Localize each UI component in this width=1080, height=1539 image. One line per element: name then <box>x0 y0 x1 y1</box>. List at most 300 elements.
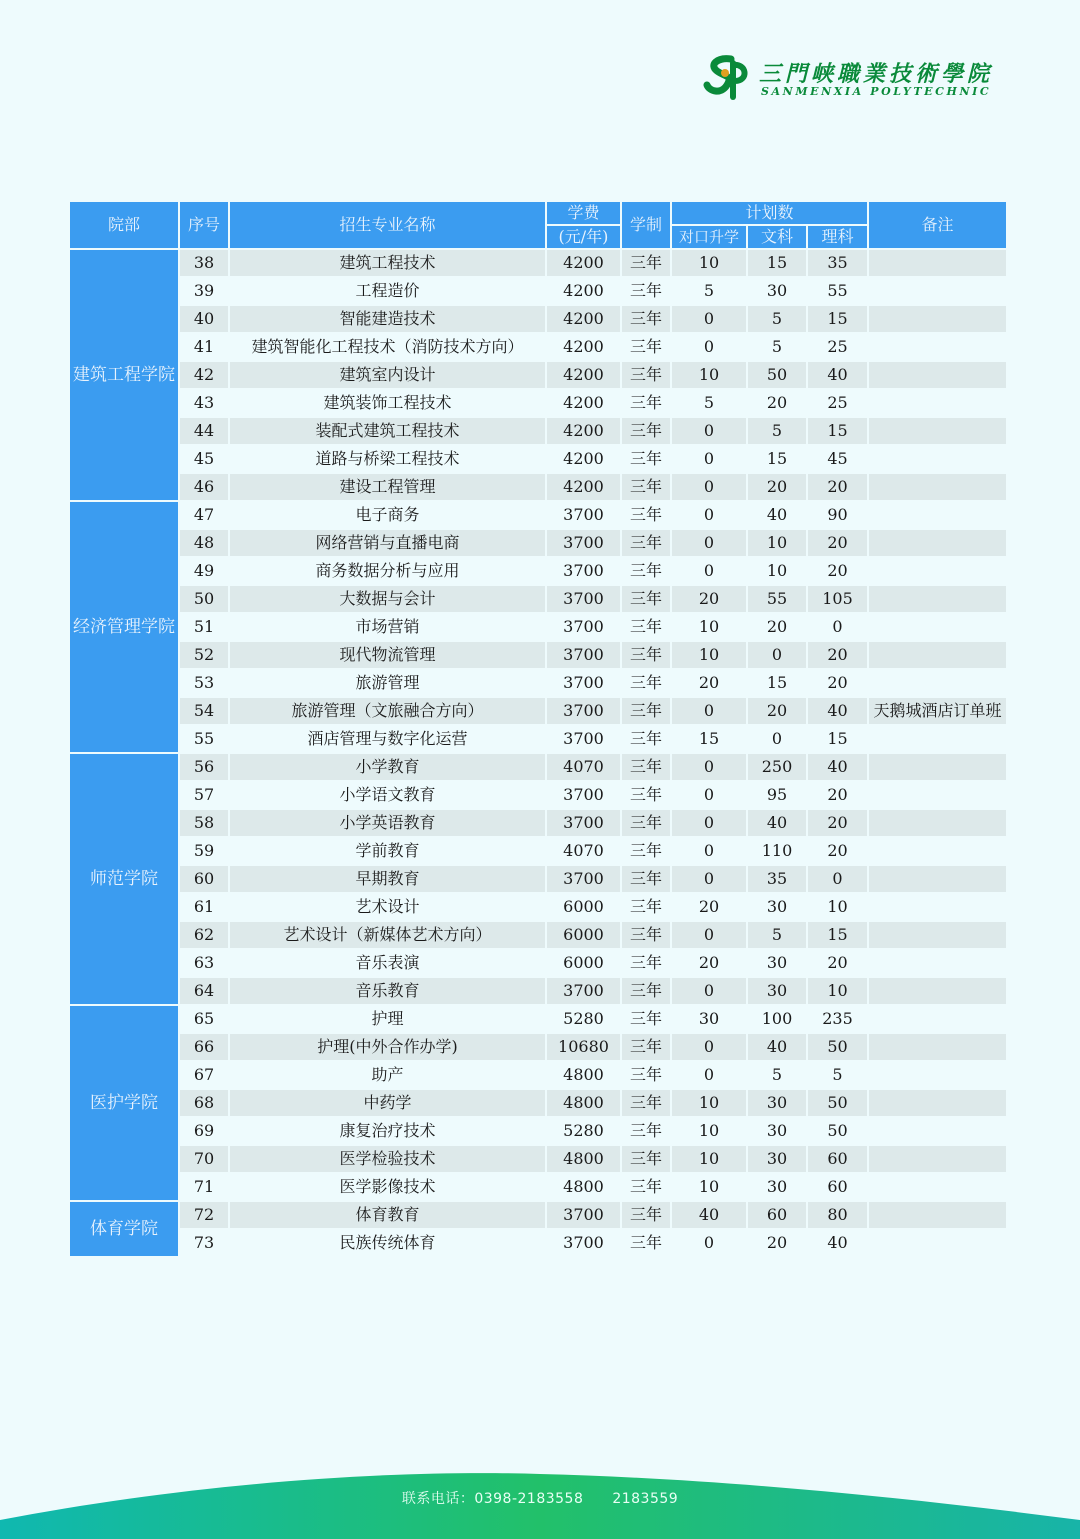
remarks-cell <box>868 249 1007 277</box>
duration-cell: 三年 <box>621 1145 671 1173</box>
table-row <box>69 277 1007 305</box>
plan-arts-cell: 10 <box>747 557 807 585</box>
plan-vocational-cell: 30 <box>671 1005 747 1033</box>
remarks-cell <box>868 1117 1007 1145</box>
header-serial: 序号 <box>179 201 229 249</box>
serial-cell: 48 <box>179 529 229 557</box>
major-cell: 建设工程管理 <box>229 473 546 501</box>
plan-arts-cell: 30 <box>747 1145 807 1173</box>
plan-vocational-cell: 0 <box>671 557 747 585</box>
tuition-cell: 4200 <box>546 389 621 417</box>
department-cell: 师范学院 <box>69 753 179 1005</box>
plan-arts-cell: 250 <box>747 753 807 781</box>
duration-cell: 三年 <box>621 641 671 669</box>
table-row <box>69 641 1007 669</box>
serial-cell: 69 <box>179 1117 229 1145</box>
tuition-cell: 6000 <box>546 921 621 949</box>
serial-cell: 39 <box>179 277 229 305</box>
major-cell: 助产 <box>229 1061 546 1089</box>
duration-cell: 三年 <box>621 249 671 277</box>
plan-science-cell: 25 <box>807 389 868 417</box>
remarks-cell <box>868 389 1007 417</box>
plan-arts-cell: 20 <box>747 1229 807 1257</box>
major-cell: 电子商务 <box>229 501 546 529</box>
tuition-cell: 4070 <box>546 753 621 781</box>
plan-science-cell: 20 <box>807 949 868 977</box>
plan-science-cell: 20 <box>807 669 868 697</box>
duration-cell: 三年 <box>621 781 671 809</box>
duration-cell: 三年 <box>621 1089 671 1117</box>
remarks-cell <box>868 893 1007 921</box>
plan-arts-cell: 30 <box>747 1117 807 1145</box>
sp-logo-icon <box>703 55 753 101</box>
plan-science-cell: 0 <box>807 865 868 893</box>
remarks-cell <box>868 977 1007 1005</box>
plan-science-cell: 40 <box>807 753 868 781</box>
tuition-cell: 4800 <box>546 1173 621 1201</box>
major-cell: 旅游管理 <box>229 669 546 697</box>
header-tuition: 学费 <box>546 201 621 225</box>
remarks-cell <box>868 473 1007 501</box>
major-cell: 建筑室内设计 <box>229 361 546 389</box>
plan-vocational-cell: 0 <box>671 417 747 445</box>
tuition-cell: 4200 <box>546 249 621 277</box>
tuition-cell: 4200 <box>546 333 621 361</box>
plan-science-cell: 45 <box>807 445 868 473</box>
table-row <box>69 837 1007 865</box>
plan-vocational-cell: 0 <box>671 865 747 893</box>
serial-cell: 44 <box>179 417 229 445</box>
enrollment-plan-table <box>68 200 1008 1258</box>
major-cell: 小学教育 <box>229 753 546 781</box>
plan-vocational-cell: 0 <box>671 977 747 1005</box>
plan-arts-cell: 40 <box>747 501 807 529</box>
serial-cell: 68 <box>179 1089 229 1117</box>
tuition-cell: 5280 <box>546 1117 621 1145</box>
remarks-cell <box>868 333 1007 361</box>
plan-vocational-cell: 5 <box>671 389 747 417</box>
plan-arts-cell: 100 <box>747 1005 807 1033</box>
remarks-cell <box>868 529 1007 557</box>
table-row <box>69 1089 1007 1117</box>
serial-cell: 56 <box>179 753 229 781</box>
major-cell: 酒店管理与数字化运营 <box>229 725 546 753</box>
department-cell: 建筑工程学院 <box>69 249 179 501</box>
tuition-cell: 3700 <box>546 697 621 725</box>
duration-cell: 三年 <box>621 305 671 333</box>
tuition-cell: 4200 <box>546 473 621 501</box>
table-row <box>69 669 1007 697</box>
tuition-cell: 3700 <box>546 585 621 613</box>
table-row <box>69 1061 1007 1089</box>
table-row <box>69 473 1007 501</box>
plan-science-cell: 40 <box>807 697 868 725</box>
plan-arts-cell: 40 <box>747 809 807 837</box>
major-cell: 现代物流管理 <box>229 641 546 669</box>
school-logo <box>703 55 993 105</box>
duration-cell: 三年 <box>621 1005 671 1033</box>
serial-cell: 65 <box>179 1005 229 1033</box>
table-row <box>69 417 1007 445</box>
remarks-cell <box>868 361 1007 389</box>
plan-vocational-cell: 0 <box>671 305 747 333</box>
plan-vocational-cell: 0 <box>671 781 747 809</box>
duration-cell: 三年 <box>621 1117 671 1145</box>
plan-vocational-cell: 10 <box>671 249 747 277</box>
duration-cell: 三年 <box>621 1061 671 1089</box>
serial-cell: 55 <box>179 725 229 753</box>
tuition-cell: 10680 <box>546 1033 621 1061</box>
plan-arts-cell: 55 <box>747 585 807 613</box>
tuition-cell: 4200 <box>546 361 621 389</box>
plan-arts-cell: 30 <box>747 949 807 977</box>
plan-science-cell: 20 <box>807 809 868 837</box>
serial-cell: 54 <box>179 697 229 725</box>
tuition-cell: 4200 <box>546 417 621 445</box>
table-row <box>69 585 1007 613</box>
contact-phone <box>0 1488 1080 1508</box>
major-cell: 艺术设计（新媒体艺术方向） <box>229 921 546 949</box>
plan-vocational-cell: 0 <box>671 445 747 473</box>
plan-vocational-cell: 0 <box>671 809 747 837</box>
table-row <box>69 949 1007 977</box>
plan-vocational-cell: 40 <box>671 1201 747 1229</box>
table-row <box>69 305 1007 333</box>
major-cell: 旅游管理（文旅融合方向） <box>229 697 546 725</box>
tuition-cell: 3700 <box>546 781 621 809</box>
plan-arts-cell: 5 <box>747 305 807 333</box>
tuition-cell: 4200 <box>546 305 621 333</box>
major-cell: 商务数据分析与应用 <box>229 557 546 585</box>
tuition-cell: 3700 <box>546 1229 621 1257</box>
department-cell: 医护学院 <box>69 1005 179 1201</box>
table-row <box>69 1005 1007 1033</box>
major-cell: 大数据与会计 <box>229 585 546 613</box>
plan-arts-cell: 110 <box>747 837 807 865</box>
plan-science-cell: 60 <box>807 1173 868 1201</box>
duration-cell: 三年 <box>621 949 671 977</box>
plan-science-cell: 235 <box>807 1005 868 1033</box>
plan-science-cell: 20 <box>807 641 868 669</box>
serial-cell: 51 <box>179 613 229 641</box>
remarks-cell <box>868 725 1007 753</box>
plan-science-cell: 15 <box>807 417 868 445</box>
tuition-cell: 4200 <box>546 277 621 305</box>
serial-cell: 63 <box>179 949 229 977</box>
plan-arts-cell: 30 <box>747 893 807 921</box>
duration-cell: 三年 <box>621 1229 671 1257</box>
serial-cell: 47 <box>179 501 229 529</box>
plan-science-cell: 50 <box>807 1033 868 1061</box>
table-row <box>69 557 1007 585</box>
plan-vocational-cell: 0 <box>671 473 747 501</box>
plan-vocational-cell: 10 <box>671 1089 747 1117</box>
plan-vocational-cell: 20 <box>671 949 747 977</box>
remarks-cell <box>868 1061 1007 1089</box>
logo-english-name: SANMENXIA POLYTECHNIC <box>761 85 992 98</box>
serial-cell: 62 <box>179 921 229 949</box>
plan-arts-cell: 5 <box>747 417 807 445</box>
plan-vocational-cell: 20 <box>671 893 747 921</box>
duration-cell: 三年 <box>621 585 671 613</box>
plan-arts-cell: 30 <box>747 977 807 1005</box>
plan-arts-cell: 20 <box>747 389 807 417</box>
table-row <box>69 1033 1007 1061</box>
remarks-cell <box>868 781 1007 809</box>
remarks-cell <box>868 641 1007 669</box>
plan-science-cell: 40 <box>807 361 868 389</box>
plan-vocational-cell: 10 <box>671 613 747 641</box>
duration-cell: 三年 <box>621 361 671 389</box>
major-cell: 艺术设计 <box>229 893 546 921</box>
plan-vocational-cell: 5 <box>671 277 747 305</box>
major-cell: 学前教育 <box>229 837 546 865</box>
plan-science-cell: 10 <box>807 977 868 1005</box>
plan-arts-cell: 30 <box>747 277 807 305</box>
table-row <box>69 361 1007 389</box>
remarks-cell <box>868 585 1007 613</box>
serial-cell: 64 <box>179 977 229 1005</box>
plan-arts-cell: 95 <box>747 781 807 809</box>
major-cell: 建筑工程技术 <box>229 249 546 277</box>
plan-vocational-cell: 10 <box>671 1117 747 1145</box>
header-plan-vocational: 对口升学 <box>671 225 747 249</box>
table-row <box>69 1201 1007 1229</box>
plan-arts-cell: 20 <box>747 613 807 641</box>
table-row <box>69 529 1007 557</box>
plan-vocational-cell: 0 <box>671 1229 747 1257</box>
remarks-cell <box>868 305 1007 333</box>
table-row <box>69 809 1007 837</box>
plan-arts-cell: 5 <box>747 333 807 361</box>
duration-cell: 三年 <box>621 697 671 725</box>
major-cell: 工程造价 <box>229 277 546 305</box>
remarks-cell <box>868 613 1007 641</box>
tuition-cell: 4200 <box>546 445 621 473</box>
tuition-cell: 6000 <box>546 949 621 977</box>
remarks-cell <box>868 921 1007 949</box>
serial-cell: 60 <box>179 865 229 893</box>
header-plan: 计划数 <box>671 201 868 225</box>
remarks-cell <box>868 557 1007 585</box>
table-body <box>69 249 1007 1257</box>
plan-arts-cell: 20 <box>747 697 807 725</box>
remarks-cell <box>868 837 1007 865</box>
serial-cell: 57 <box>179 781 229 809</box>
duration-cell: 三年 <box>621 417 671 445</box>
duration-cell: 三年 <box>621 837 671 865</box>
major-cell: 道路与桥梁工程技术 <box>229 445 546 473</box>
table-row <box>69 921 1007 949</box>
major-cell: 小学语文教育 <box>229 781 546 809</box>
plan-science-cell: 60 <box>807 1145 868 1173</box>
plan-arts-cell: 30 <box>747 1089 807 1117</box>
serial-cell: 59 <box>179 837 229 865</box>
plan-vocational-cell: 0 <box>671 753 747 781</box>
plan-science-cell: 35 <box>807 249 868 277</box>
table-row <box>69 1173 1007 1201</box>
plan-vocational-cell: 10 <box>671 1173 747 1201</box>
duration-cell: 三年 <box>621 277 671 305</box>
table-row <box>69 1145 1007 1173</box>
serial-cell: 40 <box>179 305 229 333</box>
header-remarks: 备注 <box>868 201 1007 249</box>
duration-cell: 三年 <box>621 473 671 501</box>
major-cell: 早期教育 <box>229 865 546 893</box>
major-cell: 护理(中外合作办学) <box>229 1033 546 1061</box>
remarks-cell <box>868 1005 1007 1033</box>
duration-cell: 三年 <box>621 389 671 417</box>
plan-vocational-cell: 20 <box>671 585 747 613</box>
contact-phone-secondary: 2183559 <box>612 1491 679 1507</box>
plan-science-cell: 15 <box>807 305 868 333</box>
table-row <box>69 501 1007 529</box>
plan-arts-cell: 10 <box>747 529 807 557</box>
plan-vocational-cell: 0 <box>671 921 747 949</box>
tuition-cell: 5280 <box>546 1005 621 1033</box>
tuition-cell: 3700 <box>546 529 621 557</box>
tuition-cell: 4070 <box>546 837 621 865</box>
major-cell: 医学影像技术 <box>229 1173 546 1201</box>
duration-cell: 三年 <box>621 557 671 585</box>
footer <box>0 1460 1080 1539</box>
remarks-cell <box>868 1229 1007 1257</box>
duration-cell: 三年 <box>621 1201 671 1229</box>
table-row <box>69 893 1007 921</box>
remarks-cell <box>868 753 1007 781</box>
table-row <box>69 725 1007 753</box>
plan-arts-cell: 5 <box>747 921 807 949</box>
major-cell: 体育教育 <box>229 1201 546 1229</box>
serial-cell: 73 <box>179 1229 229 1257</box>
tuition-cell: 3700 <box>546 641 621 669</box>
plan-vocational-cell: 0 <box>671 501 747 529</box>
serial-cell: 50 <box>179 585 229 613</box>
major-cell: 市场营销 <box>229 613 546 641</box>
remarks-cell <box>868 1201 1007 1229</box>
duration-cell: 三年 <box>621 501 671 529</box>
serial-cell: 72 <box>179 1201 229 1229</box>
plan-arts-cell: 30 <box>747 1173 807 1201</box>
major-cell: 护理 <box>229 1005 546 1033</box>
plan-science-cell: 25 <box>807 333 868 361</box>
major-cell: 康复治疗技术 <box>229 1117 546 1145</box>
plan-science-cell: 40 <box>807 1229 868 1257</box>
plan-science-cell: 55 <box>807 277 868 305</box>
table-row <box>69 781 1007 809</box>
plan-science-cell: 20 <box>807 473 868 501</box>
duration-cell: 三年 <box>621 977 671 1005</box>
major-cell: 医学检验技术 <box>229 1145 546 1173</box>
remarks-cell <box>868 277 1007 305</box>
serial-cell: 43 <box>179 389 229 417</box>
serial-cell: 41 <box>179 333 229 361</box>
remarks-cell <box>868 1033 1007 1061</box>
table-row <box>69 445 1007 473</box>
plan-science-cell: 20 <box>807 557 868 585</box>
duration-cell: 三年 <box>621 1173 671 1201</box>
serial-cell: 52 <box>179 641 229 669</box>
duration-cell: 三年 <box>621 669 671 697</box>
serial-cell: 53 <box>179 669 229 697</box>
serial-cell: 61 <box>179 893 229 921</box>
plan-vocational-cell: 10 <box>671 1145 747 1173</box>
tuition-cell: 3700 <box>546 613 621 641</box>
plan-vocational-cell: 10 <box>671 641 747 669</box>
plan-arts-cell: 20 <box>747 473 807 501</box>
tuition-cell: 3700 <box>546 809 621 837</box>
plan-arts-cell: 0 <box>747 641 807 669</box>
header-plan-science: 理科 <box>807 225 868 249</box>
remarks-cell <box>868 417 1007 445</box>
plan-vocational-cell: 0 <box>671 1061 747 1089</box>
tuition-cell: 3700 <box>546 977 621 1005</box>
remarks-cell <box>868 1089 1007 1117</box>
plan-arts-cell: 15 <box>747 669 807 697</box>
remarks-cell <box>868 445 1007 473</box>
remarks-cell <box>868 949 1007 977</box>
tuition-cell: 4800 <box>546 1089 621 1117</box>
plan-vocational-cell: 0 <box>671 529 747 557</box>
duration-cell: 三年 <box>621 753 671 781</box>
major-cell: 建筑装饰工程技术 <box>229 389 546 417</box>
plan-science-cell: 105 <box>807 585 868 613</box>
tuition-cell: 4800 <box>546 1145 621 1173</box>
header-major: 招生专业名称 <box>229 201 546 249</box>
table-row <box>69 977 1007 1005</box>
plan-science-cell: 5 <box>807 1061 868 1089</box>
tuition-cell: 3700 <box>546 1201 621 1229</box>
remarks-cell: 天鹅城酒店订单班 <box>868 697 1007 725</box>
plan-arts-cell: 60 <box>747 1201 807 1229</box>
table-row <box>69 697 1007 725</box>
header-plan-arts: 文科 <box>747 225 807 249</box>
logo-chinese-name: 三門峡職業技術學院 <box>759 61 994 87</box>
tuition-cell: 3700 <box>546 557 621 585</box>
header-tuition-unit: (元/年) <box>546 225 621 249</box>
plan-science-cell: 20 <box>807 781 868 809</box>
plan-science-cell: 80 <box>807 1201 868 1229</box>
major-cell: 网络营销与直播电商 <box>229 529 546 557</box>
serial-cell: 45 <box>179 445 229 473</box>
table-row <box>69 249 1007 277</box>
remarks-cell <box>868 669 1007 697</box>
major-cell: 音乐表演 <box>229 949 546 977</box>
plan-arts-cell: 15 <box>747 249 807 277</box>
plan-arts-cell: 40 <box>747 1033 807 1061</box>
plan-arts-cell: 50 <box>747 361 807 389</box>
department-cell: 经济管理学院 <box>69 501 179 753</box>
duration-cell: 三年 <box>621 725 671 753</box>
contact-phone-primary: 联系电话：0398-2183558 <box>401 1491 584 1507</box>
duration-cell: 三年 <box>621 921 671 949</box>
tuition-cell: 3700 <box>546 725 621 753</box>
plan-science-cell: 90 <box>807 501 868 529</box>
serial-cell: 66 <box>179 1033 229 1061</box>
remarks-cell <box>868 501 1007 529</box>
duration-cell: 三年 <box>621 529 671 557</box>
major-cell: 智能建造技术 <box>229 305 546 333</box>
remarks-cell <box>868 809 1007 837</box>
major-cell: 音乐教育 <box>229 977 546 1005</box>
serial-cell: 46 <box>179 473 229 501</box>
tuition-cell: 3700 <box>546 501 621 529</box>
table-row <box>69 333 1007 361</box>
table-row <box>69 613 1007 641</box>
table-row <box>69 1229 1007 1257</box>
plan-science-cell: 10 <box>807 893 868 921</box>
major-cell: 中药学 <box>229 1089 546 1117</box>
